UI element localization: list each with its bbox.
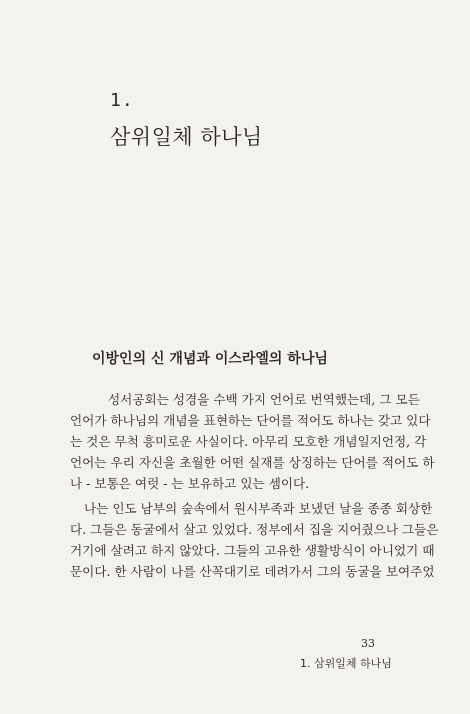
chapter-title: 삼위일체 하나님 bbox=[110, 125, 263, 149]
chapter-number: 1. bbox=[110, 90, 134, 111]
paragraph-2-line-3: 거기에 살려고 하지 않았다. 그들의 고유한 생활방식이 아니었기 때 bbox=[70, 543, 435, 558]
paragraph-1-line-5: 나 - 보통은 여럿 - 는 보유하고 있는 셈이다. bbox=[70, 476, 310, 491]
paragraph-2-line-4: 문이다. 한 사람이 나를 산꼭대기로 데려가서 그의 동굴을 보여주었 bbox=[70, 564, 435, 579]
paragraph-1-line-3: 는 것은 무척 흥미로운 사실이다. 아무리 모호한 개념일지언정, 각 bbox=[70, 434, 427, 449]
running-footer: 1. 삼위일체 하나님 bbox=[300, 657, 392, 670]
page-number: 33 bbox=[361, 637, 375, 650]
paragraph-2-line-2: 다. 그들은 동굴에서 살고 있었다. 정부에서 집을 지어줬으나 그들은 bbox=[70, 522, 439, 537]
paragraph-1-line-4: 언어는 우리 자신을 초월한 어떤 실재를 상징하는 단어를 적어도 하 bbox=[70, 455, 435, 470]
paragraph-1-line-1: 성서공회는 성경을 수백 가지 언어로 번역했는데, 그 모든 bbox=[108, 392, 420, 407]
paragraph-1-line-2: 언어가 하나님의 개념을 표현하는 단어를 적어도 하나는 갖고 있다 bbox=[70, 413, 431, 428]
paragraph-2-line-1: 나는 인도 남부의 숲속에서 원시부족과 보냈던 날을 종종 회상한 bbox=[84, 501, 433, 516]
section-heading: 이방인의 신 개념과 이스라엘의 하나님 bbox=[92, 351, 328, 367]
